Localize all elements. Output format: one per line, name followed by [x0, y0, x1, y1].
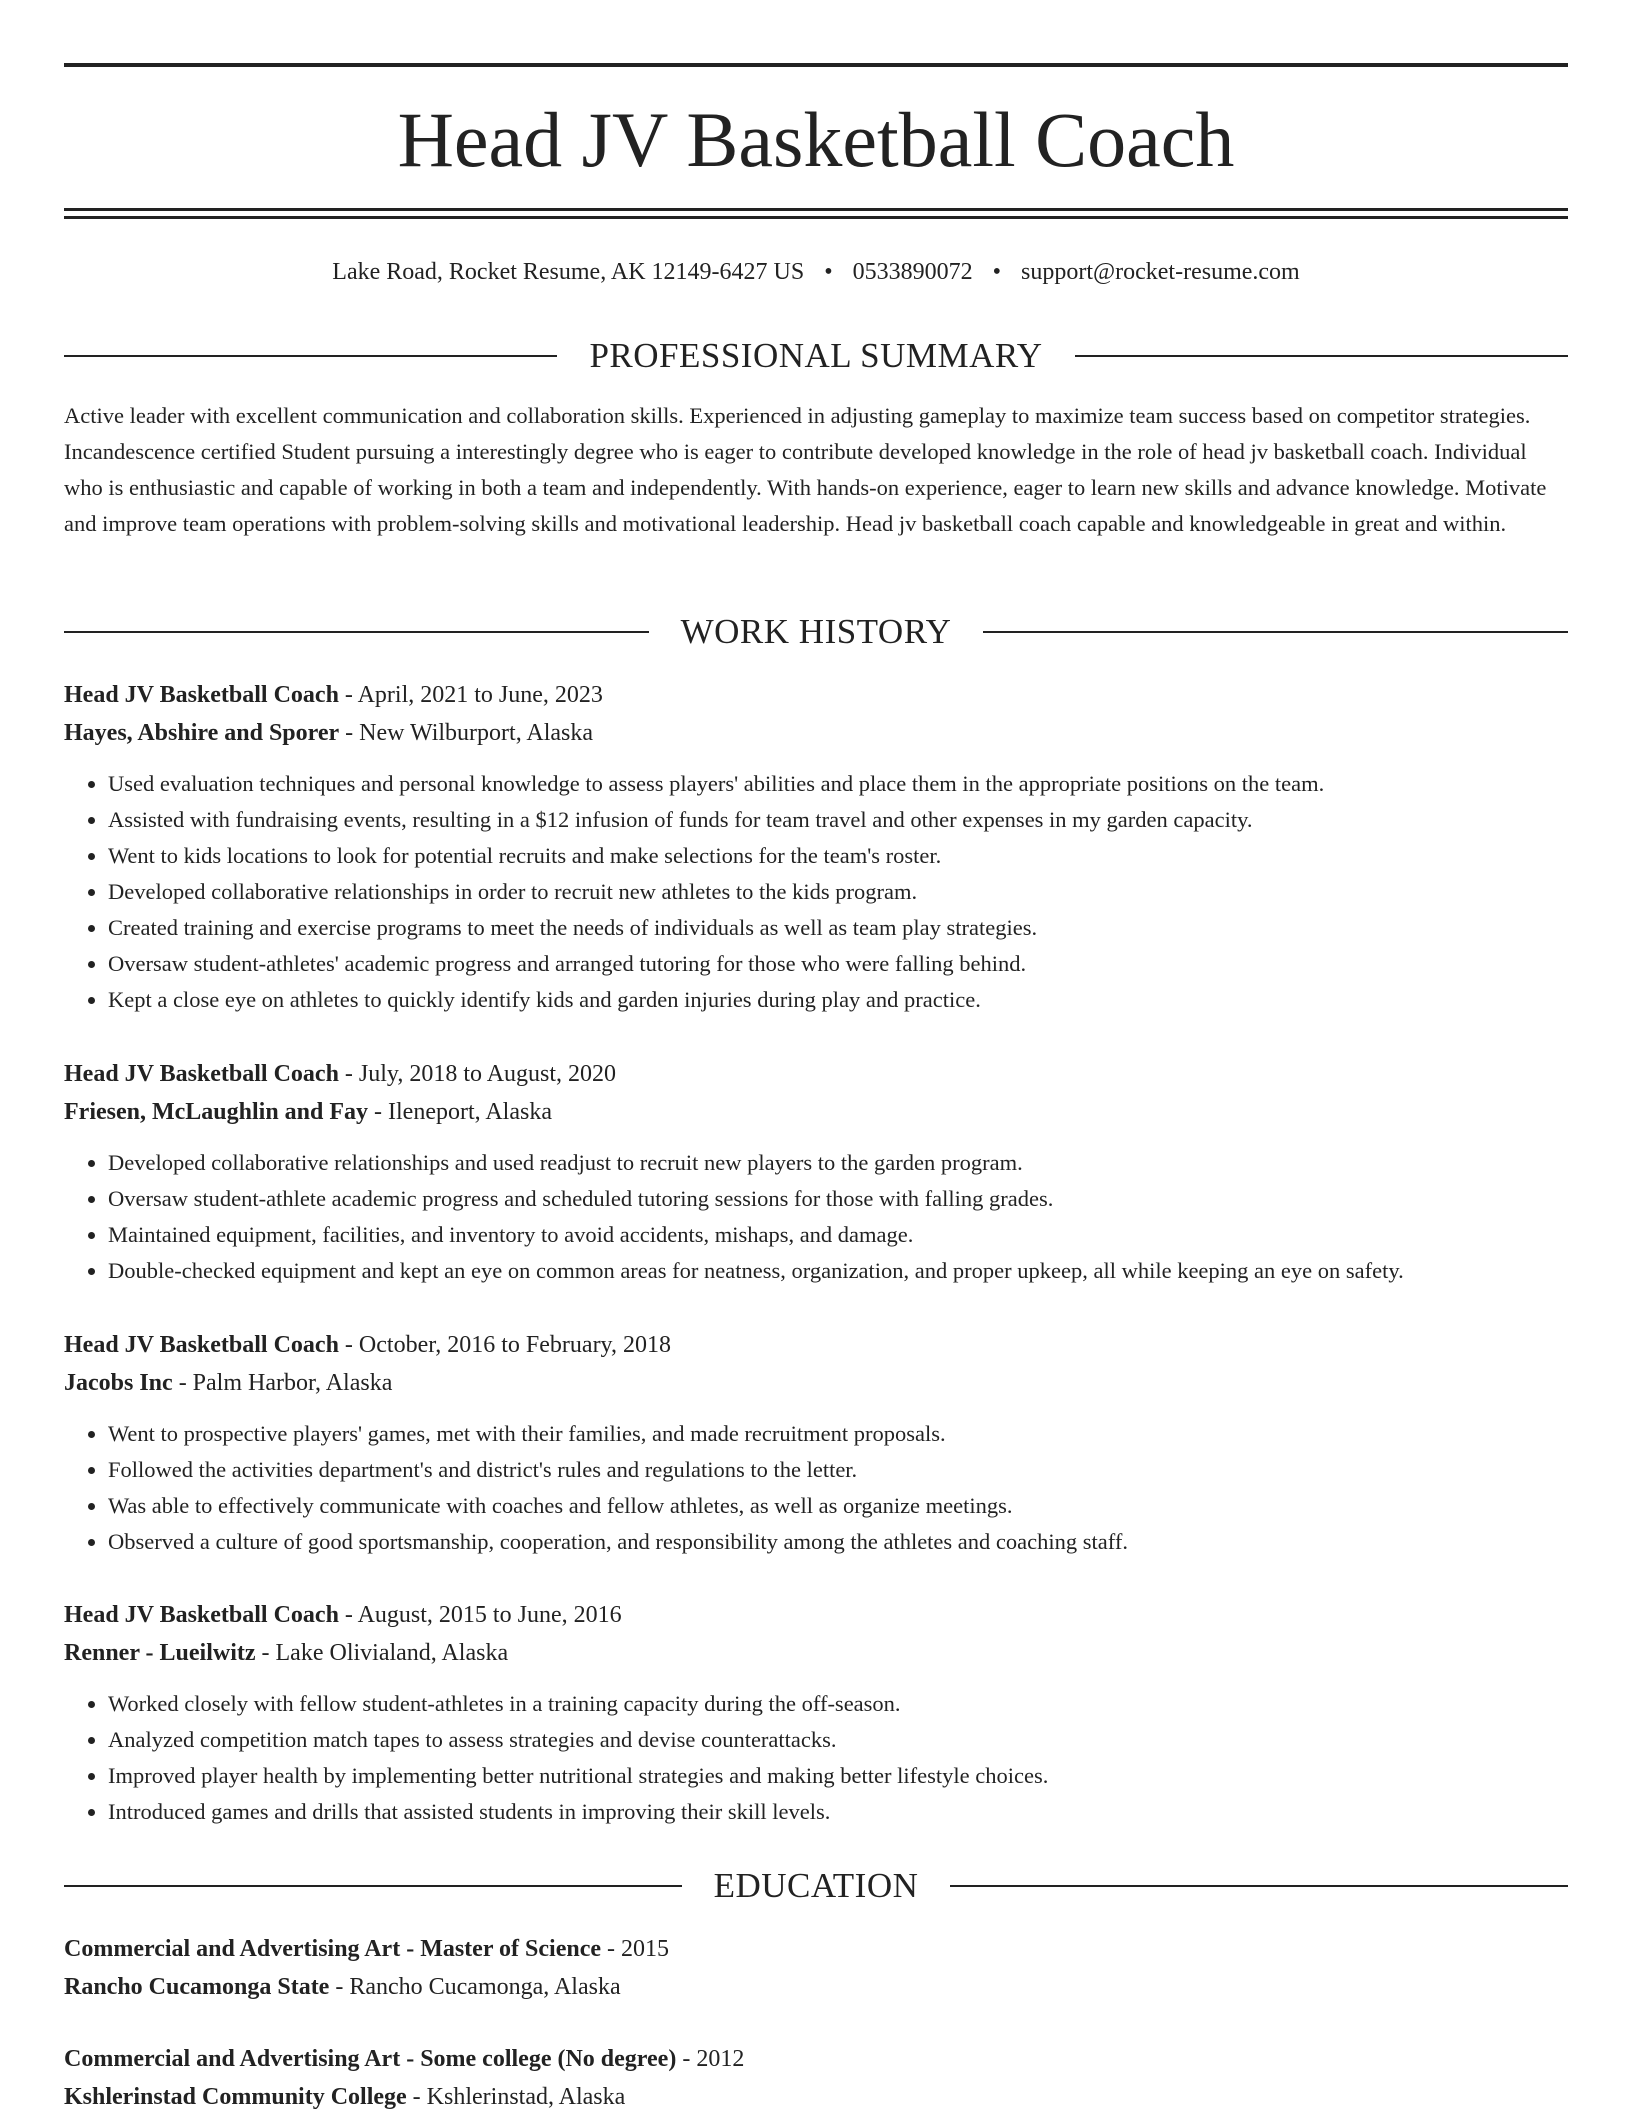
- heading-rule-left: [64, 631, 649, 633]
- job-company-line: [64, 714, 1568, 752]
- job-company: Jacobs Inc: [64, 1370, 173, 1396]
- resume-title: Head JV Basketball Coach: [397, 96, 1235, 183]
- job-bullet: • Used evaluation techniques and personal knowledge to assess players' abilities and place them in the appropriate positions on the team.: [108, 766, 1568, 802]
- education-school: Rancho Cucamonga State: [64, 1974, 330, 2000]
- job-title-line: [64, 1055, 1568, 1093]
- education-school-line: [64, 1968, 1568, 2006]
- section-heading-label: WORK HISTORY: [680, 612, 952, 651]
- heading-rule-right: [1075, 355, 1568, 357]
- job-dates: - July, 2018 to August, 2020: [338, 1061, 617, 1087]
- education-school: Kshlerinstad Community College: [64, 2084, 407, 2110]
- education-entry: [64, 2040, 1568, 2116]
- job-bullet: • Developed collaborative relationships in order to recruit new athletes to the kids program.: [108, 874, 1568, 910]
- job-location: - Palm Harbor, Alaska: [172, 1370, 393, 1396]
- heading-rule-left: [64, 355, 557, 357]
- job-bullet: • Kept a close eye on athletes to quickly identify kids and garden injuries during play and practice.: [108, 982, 1568, 1018]
- heading-rule-left: [64, 1885, 682, 1887]
- education-degree: Commercial and Advertising Art - Some college (No degree): [64, 2046, 677, 2072]
- job-bullet: • Followed the activities department's and district's rules and regulations to the letter.: [108, 1452, 1568, 1488]
- job-bullet: • Maintained equipment, facilities, and inventory to avoid accidents, mishaps, and damage.: [108, 1217, 1568, 1253]
- job-title-line: [64, 676, 1568, 714]
- job-company-line: [64, 1634, 1568, 1672]
- contact-email[interactable]: support@rocket-resume.com: [1021, 259, 1300, 285]
- job-bullet: • Worked closely with fellow student-athletes in a training capacity during the off-season.: [108, 1686, 1568, 1722]
- job-bullets: [64, 1686, 1568, 1830]
- section-heading-summary: [64, 334, 1568, 378]
- job-bullet: • Assisted with fundraising events, resulting in a $12 infusion of funds for team travel and other expenses in my garden capacity.: [108, 802, 1568, 838]
- education-entry: [64, 1930, 1568, 2006]
- job-bullets: [64, 766, 1568, 1018]
- education-degree-line: [64, 2040, 1568, 2078]
- job-bullet: • Oversaw student-athlete academic progress and scheduled tutoring sessions for those with falling grades.: [108, 1181, 1568, 1217]
- education-degree: Commercial and Advertising Art - Master of Science: [64, 1936, 602, 1962]
- job-bullet: • Analyzed competition match tapes to assess strategies and devise counterattacks.: [108, 1722, 1568, 1758]
- job-bullet: • Introduced games and drills that assisted students in improving their skill levels.: [108, 1794, 1568, 1830]
- job-company: Hayes, Abshire and Sporer: [64, 720, 340, 746]
- job-bullets: [64, 1145, 1568, 1289]
- education-degree-line: [64, 1930, 1568, 1968]
- header-top-rule: [64, 63, 1568, 67]
- job-location: - Lake Olivialand, Alaska: [255, 1640, 509, 1666]
- job-company: Renner - Lueilwitz: [64, 1640, 256, 1666]
- job-dates: - April, 2021 to June, 2023: [338, 682, 603, 708]
- contact-separator: •: [824, 259, 833, 285]
- contact-separator: •: [992, 259, 1002, 285]
- education-school-line: [64, 2078, 1568, 2116]
- section-heading-label: EDUCATION: [713, 1866, 919, 1905]
- job-bullet: • Was able to effectively communicate with coaches and fellow athletes, as well as organize meetings.: [108, 1488, 1568, 1524]
- header-bottom-rule-1: [64, 208, 1568, 211]
- job-bullet: • Went to prospective players' games, met with their families, and made recruitment proposals.: [108, 1416, 1568, 1452]
- job-dates: - October, 2016 to February, 2018: [338, 1332, 671, 1358]
- job-bullet: • Observed a culture of good sportsmanship, cooperation, and responsibility among the athletes and coaching staff.: [108, 1524, 1568, 1560]
- job-title-line: [64, 1326, 1568, 1364]
- job-entry: [64, 676, 1568, 1018]
- header-bottom-rule-2: [64, 216, 1568, 219]
- job-title: Head JV Basketball Coach: [64, 1061, 339, 1087]
- section-heading-education: [64, 1864, 1568, 1908]
- job-company-line: [64, 1093, 1568, 1131]
- education-year: - 2012: [676, 2046, 745, 2072]
- job-title: Head JV Basketball Coach: [64, 1332, 339, 1358]
- section-heading-work: [64, 610, 1568, 654]
- heading-rule-right: [983, 631, 1568, 633]
- job-entry: [64, 1055, 1568, 1289]
- job-bullet: • Improved player health by implementing better nutritional strategies and making better lifestyle choices.: [108, 1758, 1568, 1794]
- job-location: - Ileneport, Alaska: [368, 1099, 552, 1125]
- job-title: Head JV Basketball Coach: [64, 682, 339, 708]
- contact-phone[interactable]: 0533890072: [852, 259, 973, 285]
- job-title-line: [64, 1596, 1568, 1634]
- job-bullet: • Oversaw student-athletes' academic progress and arranged tutoring for those who were falling behind.: [108, 946, 1568, 982]
- section-heading-label: PROFESSIONAL SUMMARY: [589, 336, 1043, 375]
- heading-rule-right: [950, 1885, 1568, 1887]
- contact-line: [64, 254, 1568, 290]
- job-bullets: [64, 1416, 1568, 1560]
- contact-address: Lake Road, Rocket Resume, AK 12149-6427 US: [332, 259, 805, 285]
- job-entry: [64, 1596, 1568, 1830]
- education-year: - 2015: [601, 1936, 670, 1962]
- education-location: - Rancho Cucamonga, Alaska: [329, 1974, 621, 2000]
- job-location: - New Wilburport, Alaska: [339, 720, 594, 746]
- job-dates: - August, 2015 to June, 2016: [338, 1602, 622, 1628]
- education-location: - Kshlerinstad, Alaska: [406, 2084, 626, 2110]
- job-bullet: • Created training and exercise programs to meet the needs of individuals as well as team play strategies.: [108, 910, 1568, 946]
- job-bullet: • Went to kids locations to look for potential recruits and make selections for the team's roster.: [108, 838, 1568, 874]
- job-company-line: [64, 1364, 1568, 1402]
- summary-text: Active leader with excellent communication and collaboration skills. Experienced in adjusting gameplay to maximize team success based on competitor strategies. Incandescence certified Student pursuing a interestingly degree who is eager to contribute developed knowledge in the role of head jv basketball coach. Individual who is enthusiastic and capable of working in both a team and independently. With hands-on experience, eager to learn new skills and advance knowledge. Motivate and improve team operations with problem-solving skills and motivational leadership. Head jv basketball coach capable and knowledgeable in great and within.: [64, 403, 1547, 536]
- job-title: Head JV Basketball Coach: [64, 1602, 339, 1628]
- job-bullet: • Developed collaborative relationships and used readjust to recruit new players to the garden program.: [108, 1145, 1568, 1181]
- job-company: Friesen, McLaughlin and Fay: [64, 1099, 369, 1125]
- job-entry: [64, 1326, 1568, 1560]
- job-bullet: • Double-checked equipment and kept an eye on common areas for neatness, organization, and proper upkeep, all while keeping an eye on safety.: [108, 1253, 1568, 1289]
